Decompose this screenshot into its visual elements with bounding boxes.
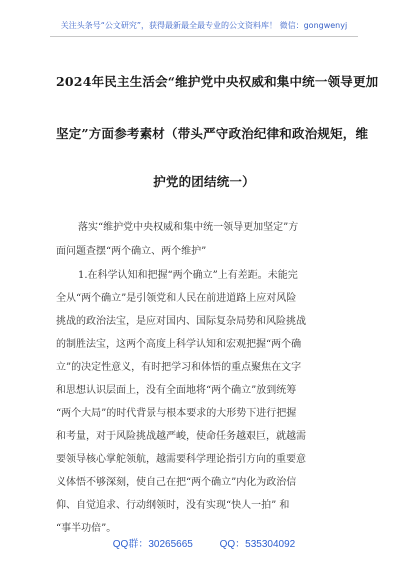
body-line: 1.在科学认知和把握“两个确立”上有差距。未能完 [78, 270, 298, 281]
body-line: 的制胜法宝，这两个高度上科学认知和宏观把握“两个确 [56, 339, 302, 350]
body-line: 仰、自觉追求、行动纲领时，没有实现“快人一拍” 和 [56, 500, 290, 511]
document-title-line-3: 护党的团结统一） [153, 174, 255, 189]
document-title-line-1: 2024年民主生活会“维护党中央权威和集中统一领导更加 [56, 74, 379, 89]
body-line: 和思想认识层面上，没有全面地将“两个确立”放到统筹 [56, 385, 297, 396]
body-line: 义体悟不够深刻，使自己在把“两个确立”内化为政治信 [56, 477, 297, 488]
footer-contacts [0, 535, 408, 550]
header-divider [50, 36, 358, 37]
body-line: 立”的决定性意义，有时把学习和体悟的重点聚焦在文字 [56, 362, 302, 373]
body-line: 全从“两个确立”是引领党和人民在前进道路上应对风险 [56, 293, 297, 304]
body-line: 和考量，对于风险挑战越严峻，使命任务越艰巨，就越需 [56, 431, 306, 442]
document-title-line-2: 坚定”方面参考素材（带头严守政治纪律和政治规矩，维 [56, 126, 369, 141]
body-line: 要领导核心掌舵领航，越需要科学理论指引方向的重要意 [56, 454, 306, 465]
footer-qq-group: QQ群：30265665 [112, 539, 193, 550]
body-line: 面问题查摆“两个确立、两个维护” [56, 246, 207, 257]
body-line: “事半功倍”。 [56, 523, 117, 534]
body-line: 落实“维护党中央权威和集中统一领导更加坚定”方 [78, 222, 299, 233]
header-note: 关注头条号“公文研究”，获得最新最全最专业的公文资料库！ 微信：gongwenyj [60, 21, 348, 30]
body-line: 挑战的政治法宝，是应对国内、国际复杂局势和风险挑战 [56, 316, 306, 327]
body-line: “两个大局”的时代背景与根本要求的大形势下进行把握 [56, 408, 297, 419]
footer-qq-number: QQ：535304092 [219, 539, 296, 550]
